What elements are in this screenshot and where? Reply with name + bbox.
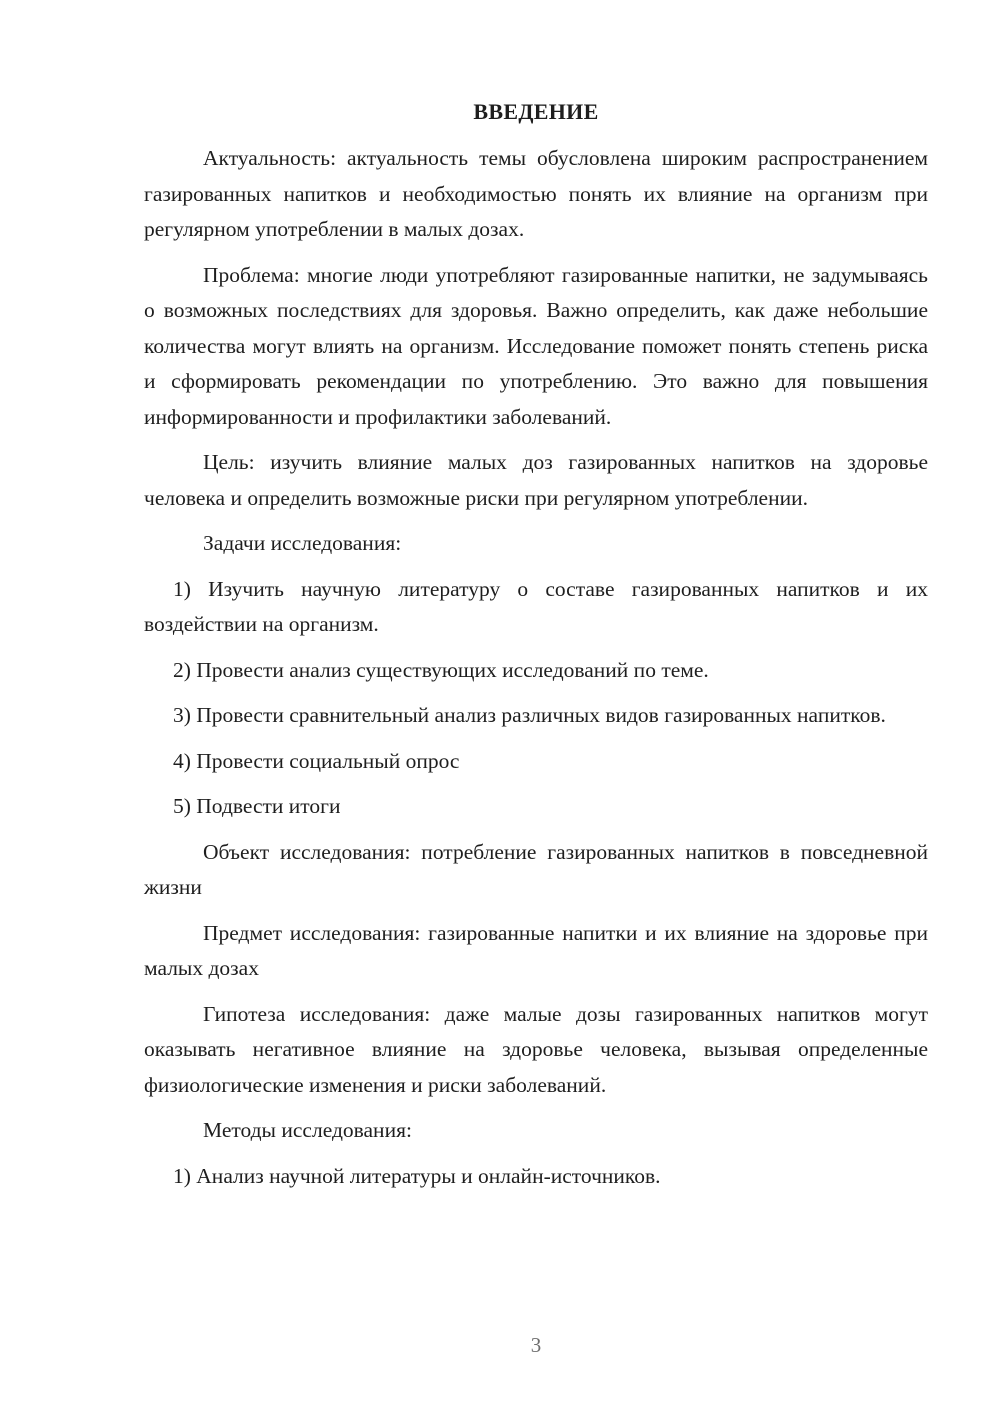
paragraph-relevance: Актуальность: актуальность темы обусловлена широким распространением газированных напитков и необходимостью понять их влияние на организм при регулярном употреблении в малых дозах. <box>144 146 928 241</box>
paragraph-methods-heading: Методы исследования: <box>203 1118 412 1142</box>
document-page <box>144 94 928 1204</box>
task-item-1: 1) Изучить научную литературу о составе газированных напитков и их воздействии на организм. <box>144 576 928 636</box>
method-item-1: 1) Анализ научной литературы и онлайн-источников. <box>173 1163 661 1188</box>
section-title: ВВЕДЕНИЕ <box>473 99 599 124</box>
page-number: 3 <box>530 1333 542 1357</box>
paragraph-object: Объект исследования: потребление газированных напитков в повседневной жизни <box>144 839 928 899</box>
paragraph-hypothesis: Гипотеза исследования: даже малые дозы газированных напитков могут оказывать негативное влияние на здоровье человека, вызывая определенные физиологические изменения и риски заболеваний. <box>144 1001 928 1097</box>
task-item-3: 3) Провести сравнительный анализ различных видов газированных напитков. <box>173 703 886 727</box>
paragraph-problem: Проблема: многие люди употребляют газированные напитки, не задумываясь о возможных последствиях для здоровья. Важно определить, как даже небольшие количества могут влиять на организм. Исследование поможет понять степень риска и сформировать рекомендации по употреблению. Это важно для повышения информированности и профилактики заболеваний. <box>144 262 928 429</box>
paragraph-subject: Предмет исследования: газированные напитки и их влияние на здоровье при малых дозах <box>144 920 928 980</box>
task-item-5: 5) Подвести итоги <box>173 794 341 818</box>
task-item-4: 4) Провести социальный опрос <box>173 748 460 773</box>
paragraph-goal: Цель: изучить влияние малых доз газированных напитков на здоровье человека и определить возможные риски при регулярном употреблении. <box>144 450 928 510</box>
paragraph-tasks-heading: Задачи исследования: <box>203 531 402 555</box>
task-item-2: 2) Провести анализ существующих исследований по теме. <box>173 657 709 682</box>
